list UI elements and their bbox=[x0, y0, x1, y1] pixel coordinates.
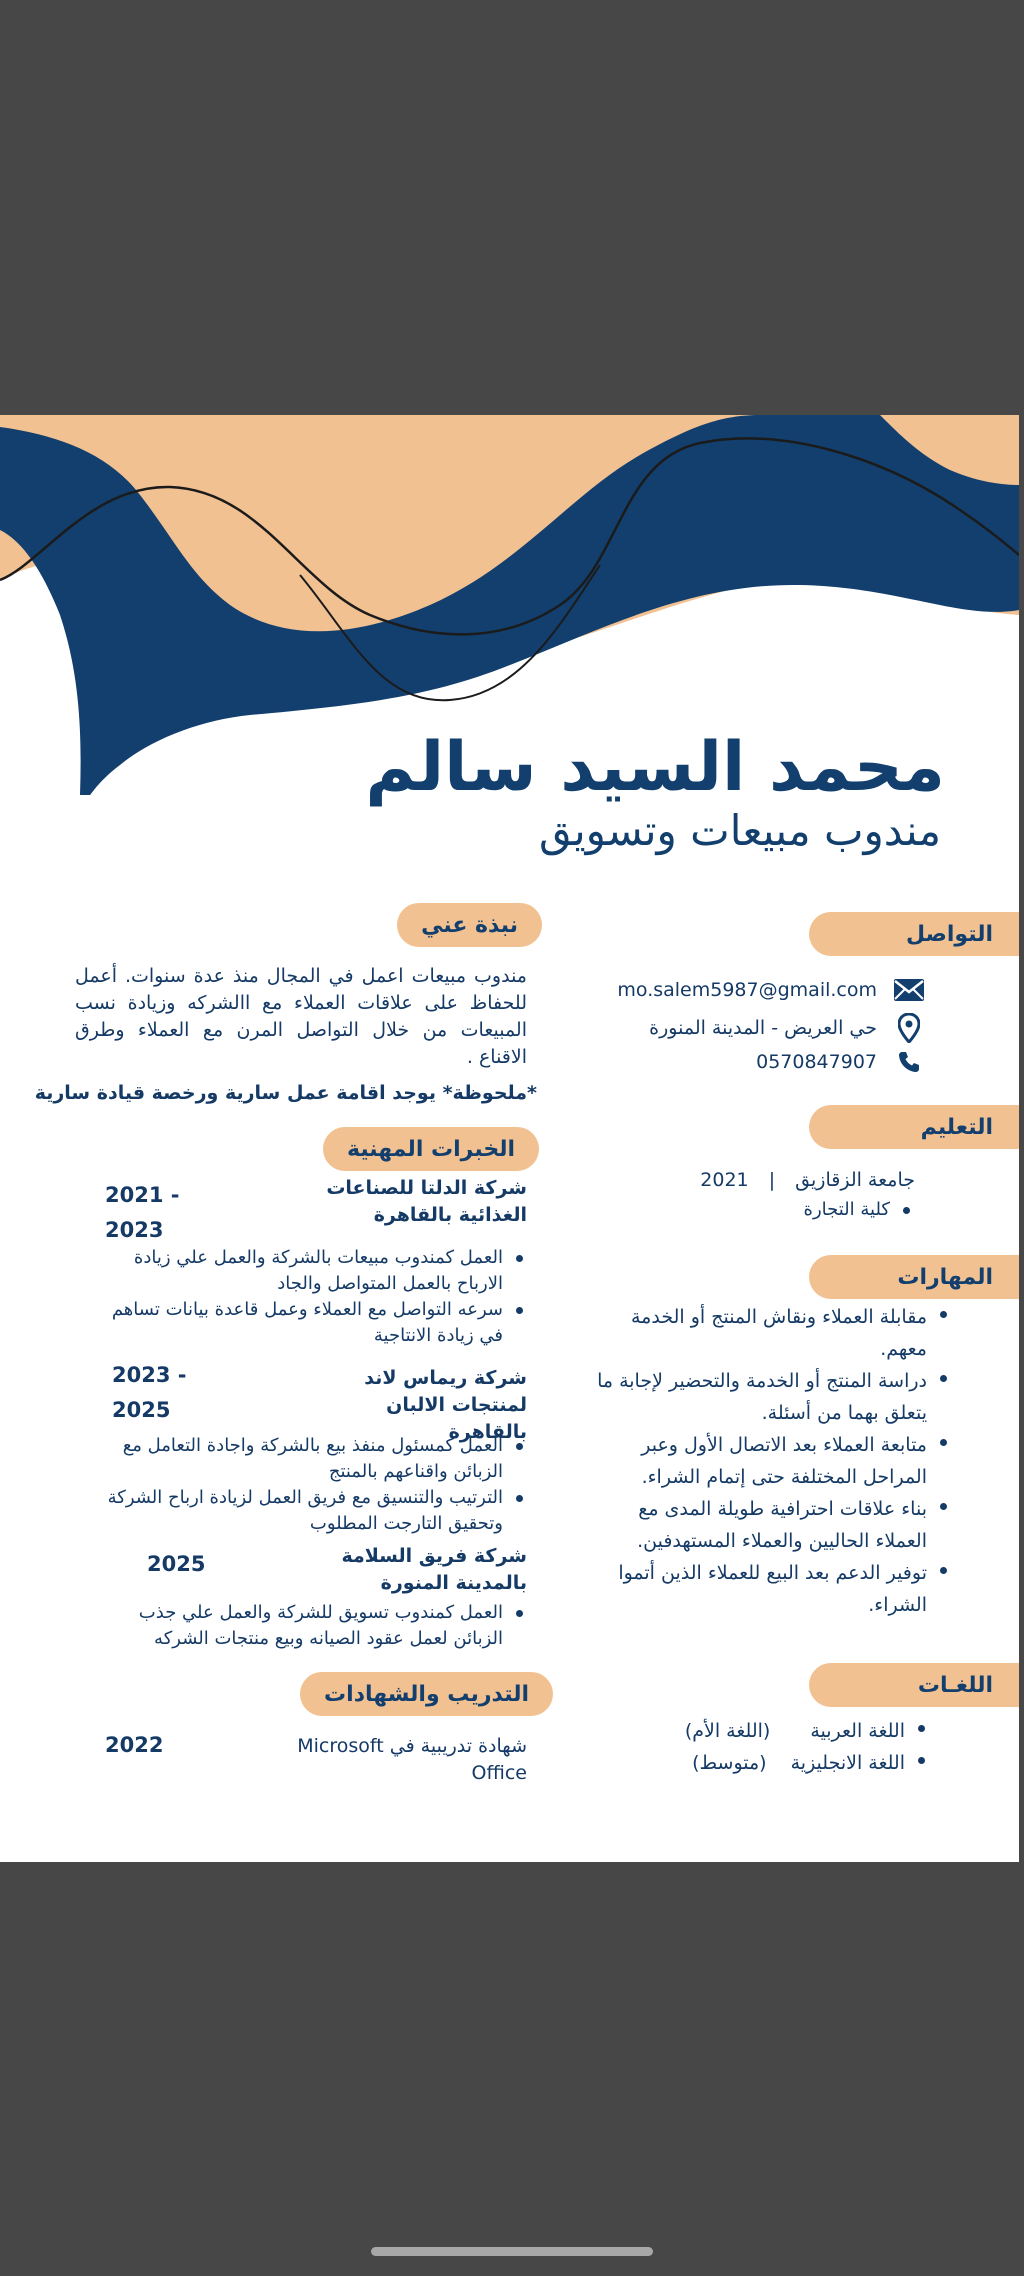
job-years-end: 2023 bbox=[105, 1218, 164, 1242]
about-text: مندوب مبيعات اعمل في المجال منذ عدة سنوات. أعمل للحفاظ على علاقات العملاء مع االشركه وزيادة نسب المبيعات من خلال التواصل المرن مع العملاء وطرق الاقناع . bbox=[75, 965, 527, 1068]
language-name: اللغة العربية bbox=[810, 1720, 905, 1742]
envelope-icon bbox=[891, 978, 927, 1002]
phone-icon bbox=[891, 1050, 927, 1074]
education-university: جامعة الزقازيق bbox=[795, 1169, 915, 1191]
list-item bbox=[629, 1747, 929, 1779]
contact-email-row bbox=[617, 978, 927, 1002]
job-company: شركة ريماس لاند لمنتجات الالبان بالقاهرة bbox=[364, 1367, 527, 1443]
education-separator: | bbox=[768, 1169, 776, 1191]
training-heading: التدريب والشهادات bbox=[300, 1672, 553, 1716]
list-item: كلية التجارة bbox=[714, 1197, 914, 1223]
contact-address: حي العريض - المدينة المنورة bbox=[649, 1017, 877, 1039]
list-item: العمل كمندوب مبيعات بالشركة والعمل علي زيادة الارباح بالعمل المتواصل والجاد bbox=[107, 1245, 527, 1297]
contact-phone-row bbox=[756, 1050, 927, 1074]
home-indicator[interactable] bbox=[371, 2247, 653, 2256]
job-company: شركة فريق السلامة بالمدينة المنورة bbox=[341, 1545, 527, 1594]
job-years-start: 2021 - bbox=[105, 1183, 180, 1207]
experience-heading: الخبرات المهنية bbox=[323, 1127, 539, 1171]
contact-address-row bbox=[649, 1013, 927, 1043]
education-year: 2021 bbox=[700, 1169, 749, 1191]
language-level: (اللغة الأم) bbox=[684, 1720, 771, 1742]
education-heading: التعليم bbox=[809, 1105, 1019, 1149]
list-item: متابعة العملاء بعد الاتصال الأول وعبر المراحل المختلفة حتى إتمام الشراء. bbox=[581, 1429, 951, 1493]
training-year: 2022 bbox=[105, 1733, 164, 1757]
list-item: الترتيب والتنسيق مع فريق العمل لزيادة ارباح الشركة وتحقيق التارجت المطلوب bbox=[107, 1485, 527, 1537]
training-item: شهادة تدريبية في Microsoft Office bbox=[297, 1735, 527, 1784]
contact-heading: التواصل bbox=[809, 912, 1019, 956]
contact-email[interactable]: mo.salem5987@gmail.com bbox=[617, 979, 877, 1001]
list-item: توفير الدعم بعد البيع للعملاء الذين أتموا الشراء. bbox=[581, 1557, 951, 1621]
applicant-name: محمد السيد سالم bbox=[365, 728, 945, 807]
job-years: 2025 bbox=[147, 1552, 206, 1576]
language-name: اللغة الانجليزية bbox=[790, 1752, 905, 1774]
list-item bbox=[629, 1715, 929, 1747]
list-item: مقابلة العملاء ونقاش المنتج أو الخدمة معهم. bbox=[581, 1301, 951, 1365]
list-item: العمل كمندوب تسويق للشركة والعمل علي جذب الزبائن لعمل عقود الصيانه وبيع منتجات الشركه bbox=[107, 1600, 527, 1652]
education-list bbox=[714, 1197, 914, 1223]
job-title: مندوب مبيعات وتسويق bbox=[538, 806, 941, 855]
list-item: سرعه التواصل مع العملاء وعمل قاعدة بيانات تساهم في زيادة الانتاجية bbox=[107, 1297, 527, 1349]
skills-list bbox=[581, 1301, 951, 1621]
languages-list bbox=[629, 1715, 929, 1779]
contact-phone[interactable]: 0570847907 bbox=[756, 1051, 877, 1073]
job-bullets bbox=[107, 1600, 527, 1652]
language-level: (متوسط) bbox=[692, 1752, 767, 1774]
about-note: *ملحوظة* يوجد اقامة عمل سارية ورخصة قيادة سارية bbox=[34, 1082, 537, 1104]
skills-heading: المهارات bbox=[809, 1255, 1019, 1299]
job-years-end: 2025 bbox=[112, 1398, 171, 1422]
job-years-start: 2023 - bbox=[112, 1363, 187, 1387]
list-item: دراسة المنتج أو الخدمة والتحضير لإجابة ما يتعلق بهما من أسئلة. bbox=[581, 1365, 951, 1429]
job-bullets bbox=[107, 1433, 527, 1537]
job-company: شركة الدلتا للصناعات الغذائية بالقاهرة bbox=[326, 1177, 527, 1226]
location-pin-icon bbox=[891, 1013, 927, 1043]
resume-page bbox=[0, 415, 1019, 1862]
languages-heading: اللغـات bbox=[809, 1663, 1019, 1707]
list-item: العمل كمسئول منفذ بيع بالشركة واجادة التعامل مع الزبائن واقناعهم بالمنتج bbox=[107, 1433, 527, 1485]
job-bullets bbox=[107, 1245, 527, 1349]
list-item: بناء علاقات احترافية طويلة المدى مع العملاء الحاليين والعملاء المستهدفين. bbox=[581, 1493, 951, 1557]
education-line bbox=[700, 1167, 915, 1194]
about-heading: نبذة عني bbox=[397, 903, 542, 947]
